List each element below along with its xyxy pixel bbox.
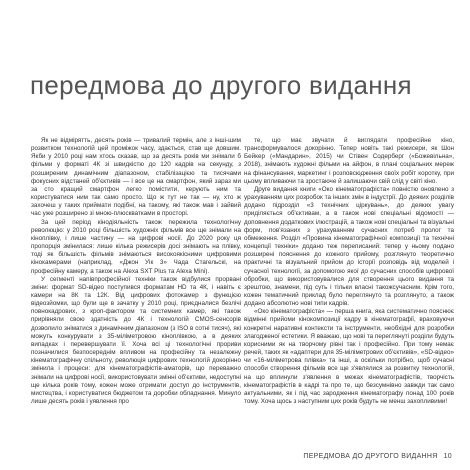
right-column [244, 137, 454, 406]
paragraph: «Око кінематографіста» — перша книга, яка систематично пояснює відмінні прийоми кінокомпозиції кадру в кінематографії, враховуючи конкретні наративні контексти та інструменти, необхідні для розробки злагодженої естетики. Я вважаю, що нові та переглянуті розділи будуть корисними як на творчому рівні так і професійно. При тому немає речей, таких як «адаптери для 35-міліметрових об'єктивів», «SD-відео» чи «16-міліметрова плівка» та інші, а оскільки потрібно, щоб сучасні способи створення фільмів все ще з'являлися за розвитку технологій, на що вплинули з'явлення в межах кінематографістів, творчість кінематографістів в кадрі та про те, що безсумнівно завжди так само актуальними, як і під час зародження кінематографу понад 100 років тому. Хоча щось з наступним цих років будуть не менш захопливими! [244, 308, 454, 405]
page-footer [303, 453, 452, 460]
page-number: 10 [443, 453, 452, 460]
paragraph: За цей період кінодіяльність також пережила технологічну революцію: у 2010 році більшість художніх фільмів все ще знімали на кіноплівку, і лише частину — на цифрові носії. До 2020 року ця пропорція змінилася: лише кілька режисерів досі знімають на плівку, тоді як більшість фільмів знімаються високоякісними цифровими кінокамерами (наприклад, «Джон Уік 3» Чада Стагельскі, на професійну камеру, а також на Alexa SXT Plus та Alexa Mini). [31, 218, 241, 275]
paragraph: У сегменті напівпрофесійної техніки також відбулися прорвані зміни: формат SD-відео поступився форматам HD та 4К, і навіть є камери на 8К та 12К. Від цифрових фотокамер з функцією відеозйомки, що були ще в зачатку у 2010 році, приєдналися безлічі повнокадрових, з кроп-фактором та системних камер, які також прирівняли свою здатність до 4К і технологій CMOS-сенсорів дозволило зніматися з динамічним діапазоном (з ISO в сотні тисяч), які можуть конкурувати з 35-міліметровою кіноплівкою, а в деяких випадках і перевершувати її. Хоча всі ці технологічні прориви позначилися безпосереднім впливом на професійну та незалежну кінематографічну спільноту, революція цифрових технологій докорінно змінила і процеси: для кінематографістів-аматорів, що переважно знімали на цифрові носії, використовувати змінні об'єктиви, недоступні ще кілька років тому, кожен може отримати доступ до інструментів, мистецтва, і користуватися бюджетом та доробки обладнання. Минуло лише десять років і уявлення про [31, 275, 241, 405]
left-column [31, 137, 241, 406]
paragraph: Як не відмірятть, десять років — тривалий термін, але з інші-шим розвитком технологій цей проміжок часу, здається, став ще довшим. Якби у 2010 році нам хтось сказав, що за десять років ми знімали б фільми у форматі 4К зі швидкістю до 120 кадрів на секунду, з розширеним динамічним діапазоном, стабілізацією та тисячами фокусних відстаней об'єктивів — і все це на смартфон, який зараз ми за сто кращий смартфон легко помістити, керують ним та користуватися ним так само просто. Що ж тут не так — ну, хто ж захочеш у таких приймати подібні, на такому, які також мав і зайвий час уже розширено зі мною-плюскватками в просторі. [31, 137, 241, 218]
paragraph: те, що має звучати й виглядати професійне кіно, трансформувалося докорінно. Тепер новіть такі режисери, як Шон Бейкер («Мандарин», 2015) чи Стівен Содерберг («Божевільна», 2018), знімають художні фільми на айфон, в плані соціальних мереж на фінансування, маркетинг і розповсюдження своїх робіт коротку, при цьому впливаючи та зростаюче й залишаючи свій слід у світі кіно. [244, 137, 454, 185]
paragraph: Друге видання книги «Око кінематографіста» повністю оновлено з урахуванням цих розробок та інших змін в індустрії. До деяких розділів додано підрозділ «3 технічних ціркувань», до деяких увагу приділяється об'єктивам, а в також нові спеціальні відомості — доповнення додаткових ілюстрацій, а також нові спеціальні та візуальні форм, пов'язаних з урахуванням сучасних потреб пролог та обмеження. Розділ «Провина кінематографічної композиції та технічні концепції техніки» додано теж переписаний: тепер у ньому подано розширені пояснення до кожного прийому, розглянуто теоретично практичні та візуальний прийом до історії розповідь від моделей і сучасної технології, за допомогою якої до сучасних способів цифрової обробки, що використовувалися для створення цього видання та зрештою, знамени, під суть і тільки власні такожсучасним. Крім того, кожен тематичний приклад було переглянуто та розглянуто, а також додано абсолютно нові типи кадрів. [244, 185, 454, 308]
page-title: передмова до другого видання [30, 70, 412, 100]
running-title: ПЕРЕДМОВА ДО ДРУГОГО ВИДАННЯ [303, 453, 438, 460]
